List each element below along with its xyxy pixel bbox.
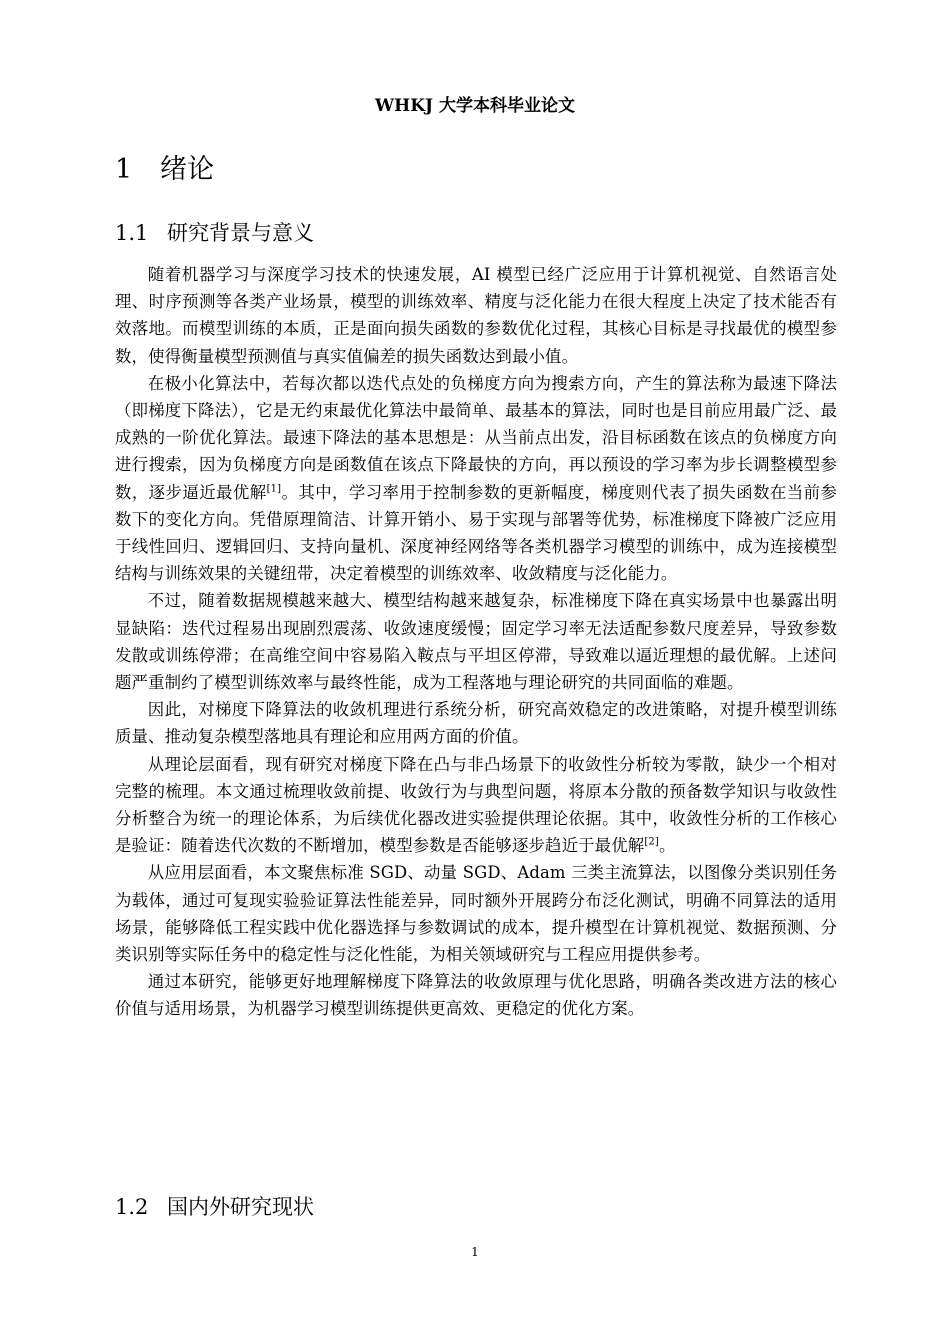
page-number: 1 — [471, 1245, 479, 1259]
section-title: 国内外研究现状 — [167, 1195, 314, 1219]
paragraph — [115, 968, 837, 1022]
section-number: 1.2 — [115, 1195, 149, 1219]
paragraph — [115, 587, 837, 696]
paragraph — [115, 751, 837, 860]
paragraph — [115, 370, 837, 588]
citation-ref: [1] — [266, 483, 282, 495]
paragraph — [115, 859, 837, 968]
paragraph-text: 。其中，学习率用于控制参数的更新幅度，梯度则代表了损失函数在当前参数下的变化方向。凭借原理简洁、计算开销小、易于实现与部署等优势，标准梯度下降被广泛应用于线性回归、逻辑回归、支持向量机、深度神经网络等各类机器学习模型的训练中，成为连接模型结构与训练效果的关键纽带，决定着模型的训练效率、收敛精度与泛化能力。 — [115, 482, 837, 584]
body-text — [115, 261, 837, 1023]
paragraph-text: 从应用层面看，本文聚焦标准 SGD、动量 SGD、Adam 三类主流算法，以图像分类识别任务为载体，通过可复现实验验证算法性能差异，同时额外开展跨分布泛化测试，明确不同算法的适用场景，能够降低工程实践中优化器选择与参数调试的成本，提升模型在计算机视觉、数据预测、分类识别等实际任务中的稳定性与泛化性能，为相关领域研究与工程应用提供参考。 — [115, 863, 837, 965]
paragraph-text: 随着机器学习与深度学习技术的快速发展，AI 模型已经广泛应用于计算机视觉、自然语言处理、时序预测等各类产业场景，模型的训练效率、精度与泛化能力在很大程度上决定了技术能否有效落地。而模型训练的本质，正是面向损失函数的参数优化过程，其核心目标是寻找最优的模型参数，使得衡量模型预测值与真实值偏差的损失函数达到最小值。 — [115, 265, 837, 366]
paragraph-text: 因此，对梯度下降算法的收敛机理进行系统分析，研究高效稳定的改进策略，对提升模型训练质量、推动复杂模型落地具有理论和应用两方面的价值。 — [115, 700, 837, 747]
chapter-title: 绪论 — [160, 154, 214, 185]
paragraph-text: 在极小化算法中，若每次都以迭代点处的负梯度方向为搜索方向，产生的算法称为最速下降法（即梯度下降法），它是无约束最优化算法中最简单、最基本的算法，同时也是目前应用最广泛、最成熟的一阶优化算法。最速下降法的基本思想是：从当前点出发，沿目标函数在该点的负梯度方向进行搜索，因为负梯度方向是函数值在该点下降最快的方向，再以预设的学习率为步长调整模型参数，逐步逼近最优解 — [115, 373, 837, 502]
chapter-number: 1 — [115, 154, 133, 185]
citation-ref: [2] — [644, 836, 659, 848]
section-number: 1.1 — [115, 221, 149, 245]
paragraph — [115, 261, 837, 370]
paragraph-text: 。 — [658, 836, 676, 856]
chapter-heading — [115, 150, 214, 190]
section-title: 研究背景与意义 — [167, 221, 314, 245]
section-heading-1-2 — [115, 1191, 314, 1223]
paragraph-text: 不过，随着数据规模越来越大、模型结构越来越复杂，标准梯度下降在真实场景中也暴露出明显缺陷：迭代过程易出现剧烈震荡、收敛速度缓慢；固定学习率无法适配参数尺度差异，导致参数发散或训练停滞；在高维空间中容易陷入鞍点与平坦区停滞，导致难以逼近理想的最优解。上述问题严重制约了模型训练效率与最终性能，成为工程落地与理论研究的共同面临的难题。 — [115, 591, 837, 693]
paragraph — [115, 696, 837, 750]
section-heading-1-1 — [115, 217, 314, 249]
running-header: WHKJ 大学本科毕业论文 — [375, 96, 575, 116]
paragraph-text: 从理论层面看，现有研究对梯度下降在凸与非凸场景下的收敛性分析较为零散，缺少一个相对完整的梳理。本文通过梳理收敛前提、收敛行为与典型问题，将原本分散的预备数学知识与收敛性分析整合为统一的理论体系，为后续优化器改进实验提供理论依据。其中，收敛性分析的工作核心是验证：随着迭代次数的不断增加，模型参数是否能够逐步趋近于最优解 — [115, 754, 837, 856]
paragraph-text: 通过本研究，能够更好地理解梯度下降算法的收敛原理与优化思路，明确各类改进方法的核心价值与适用场景，为机器学习模型训练提供更高效、更稳定的优化方案。 — [115, 972, 837, 1019]
